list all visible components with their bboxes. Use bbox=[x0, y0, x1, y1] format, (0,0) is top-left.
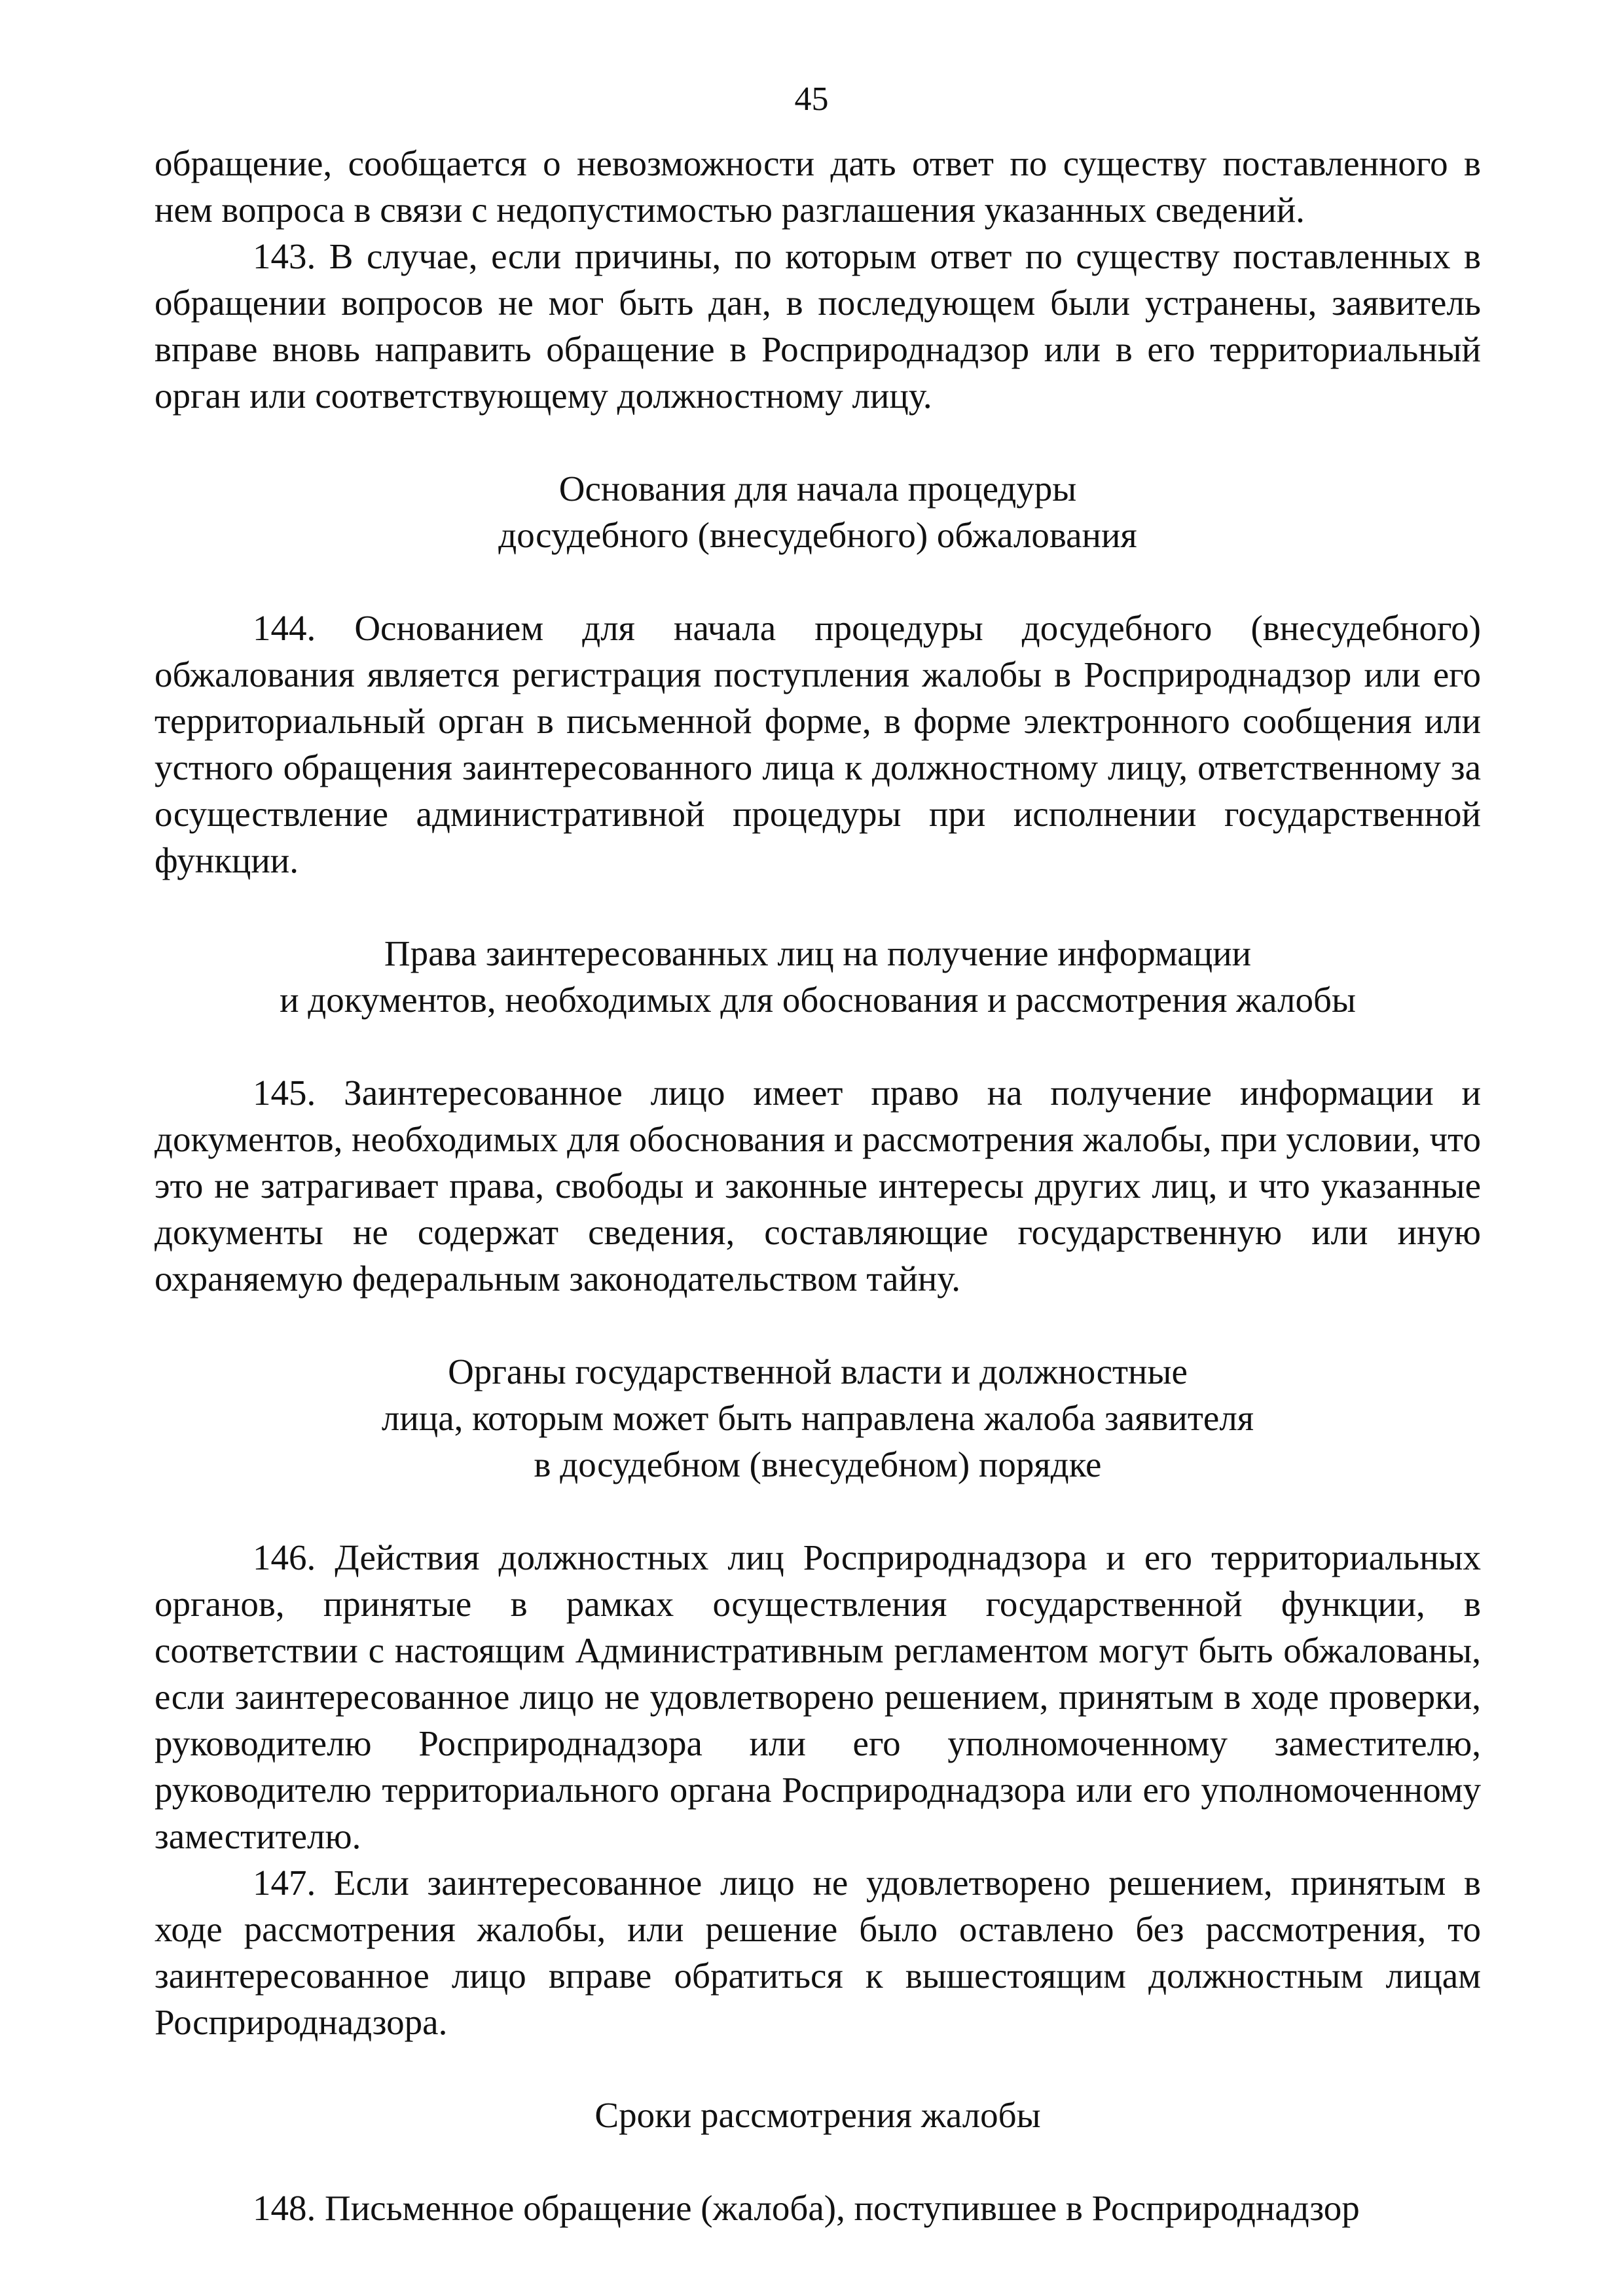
section-heading-appeal-grounds bbox=[155, 465, 1481, 558]
spacer bbox=[155, 558, 1481, 605]
paragraph-145: 145. Заинтересованное лицо имеет право на получение информации и документов, необходимых для обоснования и рассмотрения жалобы, при условии, что это не затрагивает права, свободы и законные интересы других лиц, и что указанные документы не содержат сведения, составляющие государственную или иную охраняемую федеральным законодательством тайну. bbox=[155, 1073, 1481, 1299]
section-heading-terms bbox=[155, 2092, 1481, 2138]
heading-line: лица, которым может быть направлена жалоба заявителя bbox=[381, 1398, 1254, 1438]
spacer bbox=[155, 2045, 1481, 2092]
section-heading-authorities bbox=[155, 1348, 1481, 1488]
paragraph-146: 146. Действия должностных лиц Росприроднадзора и его территориальных органов, принятые в рамках осуществления государственной функции, в соответствии с настоящим Административным регламентом могут быть обжалованы, если заинтересованное лицо не удовлетворено решением, принятым в ходе проверки, руководителю Росприроднадзора или его уполномоченному заместителю, руководителю территориального органа Росприроднадзора или его уполномоченному заместителю. bbox=[155, 1537, 1481, 1856]
spacer bbox=[155, 1488, 1481, 1534]
paragraph-144: 144. Основанием для начала процедуры досудебного (внесудебного) обжалования является регистрация поступления жалобы в Росприроднадзор или его территориальный орган в письменной форме, в форме электронного сообщения или устного обращения заинтересованного лица к должностному лицу, ответственному за осуществление административной процедуры при исполнении государственной функции. bbox=[155, 608, 1481, 880]
spacer bbox=[155, 884, 1481, 930]
paragraph-147: 147. Если заинтересованное лицо не удовлетворено решением, принятым в ходе рассмотрения жалобы, или решение было оставлено без рассмотрения, то заинтересованное лицо вправе обратиться к вышестоящим должностным лицам Росприроднадзора. bbox=[155, 1863, 1481, 2042]
heading-line: в досудебном (внесудебном) порядке bbox=[534, 1444, 1102, 1484]
heading-line: Сроки рассмотрения жалобы bbox=[594, 2095, 1041, 2135]
paragraph-continuation: обращение, сообщается о невозможности дать ответ по существу поставленного в нем вопроса в связи с недопустимостью разглашения указанных сведений. bbox=[155, 143, 1481, 230]
spacer bbox=[155, 1302, 1481, 1348]
spacer bbox=[155, 1023, 1481, 1069]
paragraph-148: 148. Письменное обращение (жалоба), поступившее в Росприроднадзор bbox=[253, 2188, 1360, 2228]
spacer bbox=[155, 419, 1481, 465]
document-body bbox=[155, 140, 1481, 2231]
spacer bbox=[155, 2138, 1481, 2185]
heading-line: Основания для начала процедуры bbox=[558, 469, 1077, 509]
paragraph-143: 143. В случае, если причины, по которым ответ по существу поставленных в обращении вопросов не мог быть дан, в последующем были устранены, заявитель вправе вновь направить обращение в Росприроднадзор или в его территориальный орган или соответствующему должностному лицу. bbox=[155, 236, 1481, 416]
heading-line: досудебного (внесудебного) обжалования bbox=[498, 515, 1137, 555]
heading-line: и документов, необходимых для обоснования и рассмотрения жалобы bbox=[280, 980, 1356, 1020]
page-number: 45 bbox=[794, 81, 829, 118]
heading-line: Права заинтересованных лиц на получение информации bbox=[384, 933, 1252, 973]
section-heading-rights bbox=[155, 930, 1481, 1023]
heading-line: Органы государственной власти и должностные bbox=[448, 1352, 1188, 1391]
